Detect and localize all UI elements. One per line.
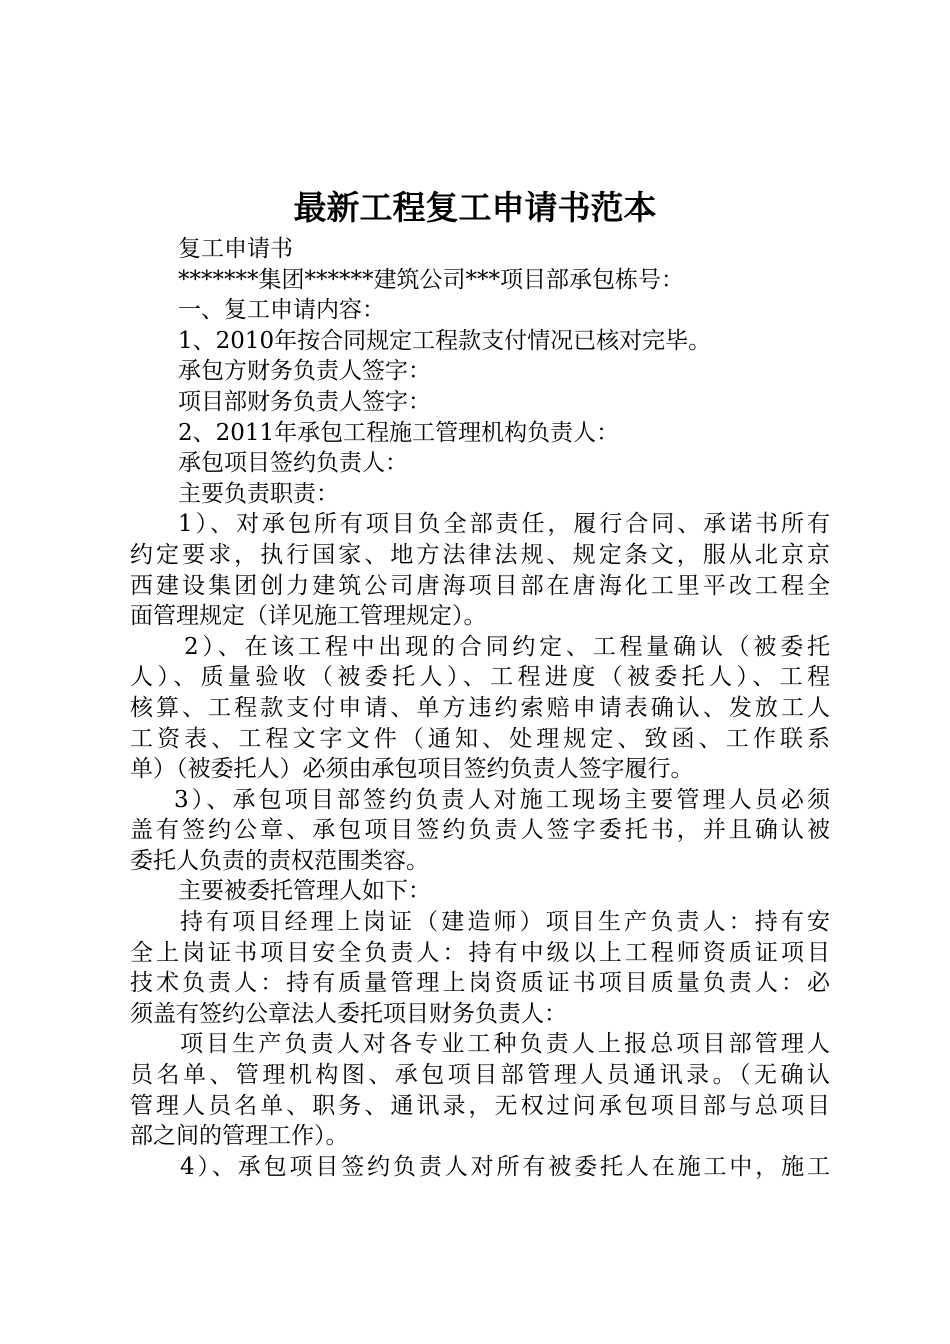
text-line: 1、2010年按合同规定工程款支付情况已核对完毕。 [178, 327, 712, 354]
text-line: 承包项目签约负责人： [178, 450, 408, 477]
document-title: 最新工程复工申请书范本 [293, 188, 657, 227]
text-line: 约定要求，执行国家、地方法律法规、规定条文，服从北京京 [130, 541, 830, 568]
text-line: 全上岗证书项目安全负责人：持有中级以上工程师资质证项目 [130, 939, 830, 966]
text-line: 西建设集团创力建筑公司唐海项目部在唐海化工里平改工程全 [130, 572, 830, 599]
text-line: 2）、在该工程中出现的合同约定、工程量确认（被委托 [184, 633, 830, 660]
text-line: 持有项目经理上岗证（建造师）项目生产负责人：持有安 [180, 909, 830, 936]
text-line: 核算、工程款支付申请、单方违约索赔申请表确认、发放工人 [130, 694, 830, 721]
text-line: 承包方财务负责人签字： [178, 358, 431, 385]
text-line: 盖有签约公章、承包项目签约负责人签字委托书，并且确认被 [130, 817, 830, 844]
text-line: 须盖有签约公章法人委托项目财务负责人： [130, 1000, 567, 1027]
text-line: 面管理规定（详见施工管理规定）。 [130, 603, 487, 630]
text-line: 人）、质量验收（被委托人）、工程进度（被委托人）、工程 [130, 664, 830, 691]
text-line: 工资表、工程文字文件（通知、处理规定、致函、工作联系 [130, 725, 830, 752]
text-line: 项目部财务负责人签字： [178, 388, 431, 415]
text-line: 3）、承包项目部签约负责人对施工现场主要管理人员必须 [174, 786, 830, 813]
text-line: *******集团******建筑公司***项目部承包栋号： [178, 266, 684, 293]
text-line: 委托人负责的责权范围类容。 [130, 847, 429, 874]
text-line: 技术负责人：持有质量管理上岗资质证书项目质量负责人：必 [130, 970, 830, 997]
document-body [130, 234, 830, 1182]
text-line: 一、复工申请内容： [178, 297, 385, 324]
text-line: 员名单、管理机构图、承包项目部管理人员通讯录。（无确认 [130, 1062, 830, 1089]
text-line: 部之间的管理工作）。 [130, 1123, 349, 1150]
text-line: 主要负责职责： [178, 480, 339, 507]
text-line: 1）、对承包所有项目负全部责任，履行合同、承诺书所有 [178, 511, 830, 538]
text-line: 2、2011年承包工程施工管理机构负责人： [178, 419, 620, 446]
text-line: 复工申请书 [178, 236, 293, 262]
text-line: 单）（被委托人）必须由承包项目签约负责人签字履行。 [130, 756, 694, 783]
text-line: 主要被委托管理人如下： [178, 878, 431, 905]
text-line: 项目生产负责人对各专业工种负责人上报总项目部管理人 [180, 1031, 830, 1058]
text-line: 管理人员名单、职务、通讯录，无权过问承包项目部与总项目 [130, 1092, 830, 1119]
text-line: 4）、承包项目签约负责人对所有被委托人在施工中，施工 [180, 1153, 830, 1180]
